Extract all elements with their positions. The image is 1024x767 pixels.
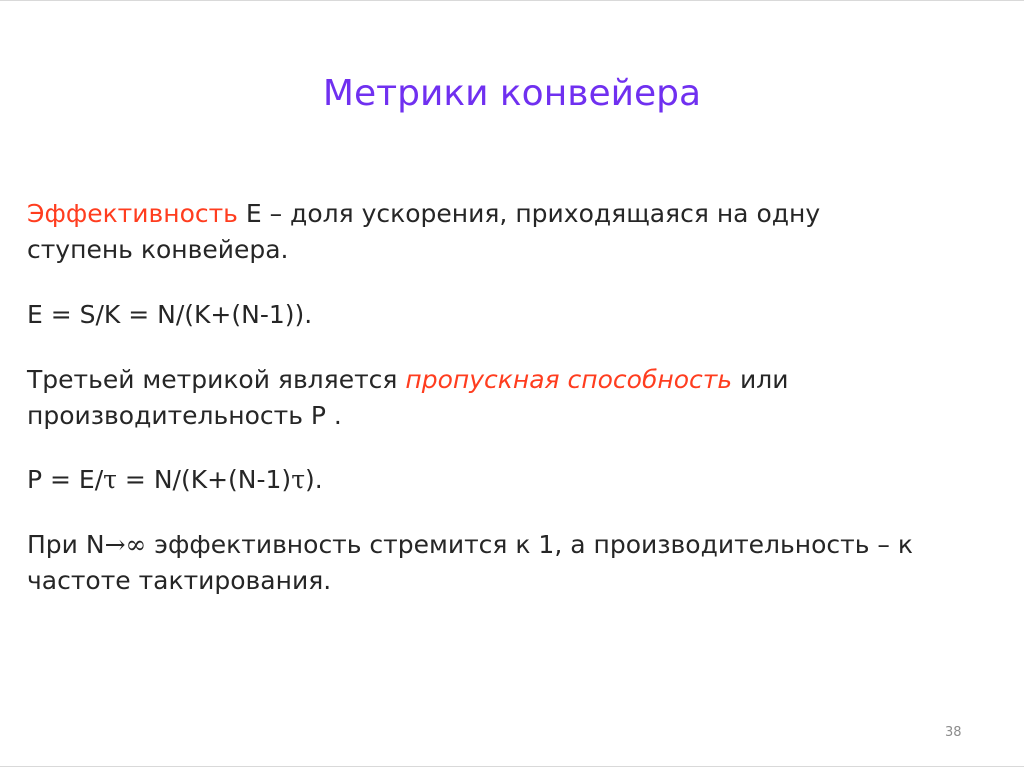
efficiency-formula: E = S/K = N/(K+(N-1)). <box>27 300 313 329</box>
efficiency-term: Эффективность <box>27 199 238 228</box>
limit-statement-line-2: частоте тактирования. <box>27 566 332 595</box>
slide-top-border <box>0 0 1024 1</box>
page-number: 38 <box>945 725 962 740</box>
throughput-formula <box>27 462 1002 498</box>
throughput-term: пропускная способность <box>405 365 733 394</box>
efficiency-definition-text: E – доля ускорения, приходящаяся на одну <box>237 199 821 228</box>
limit-statement-line-1 <box>27 527 1002 563</box>
limit-statement-text-1: При N <box>27 530 105 559</box>
efficiency-definition-line-2: ступень конвейера. <box>27 235 289 264</box>
arrow-infinity-symbol: →∞ <box>104 530 147 559</box>
throughput-intro-text: Третьей метрикой является <box>27 365 406 394</box>
throughput-definition <box>27 362 1002 434</box>
throughput-definition-line-2: производительность P . <box>27 401 342 430</box>
throughput-formula-part-3: ). <box>305 465 323 494</box>
limit-statement-text-2: эффективность стремится к 1, а производительность – к <box>146 530 913 559</box>
limit-statement <box>27 527 1002 599</box>
slide-title: Метрики конвейера <box>322 73 702 114</box>
throughput-formula-part-1: P = E/ <box>27 465 104 494</box>
throughput-definition-line-1 <box>27 362 1002 398</box>
tau-symbol: τ <box>291 465 306 494</box>
efficiency-definition-line-1 <box>27 196 1002 232</box>
throughput-formula-part-2: = N/(K+(N-1) <box>116 465 292 494</box>
throughput-or-text: или <box>732 365 789 394</box>
efficiency-definition <box>27 196 1002 268</box>
tau-symbol: τ <box>103 465 117 494</box>
